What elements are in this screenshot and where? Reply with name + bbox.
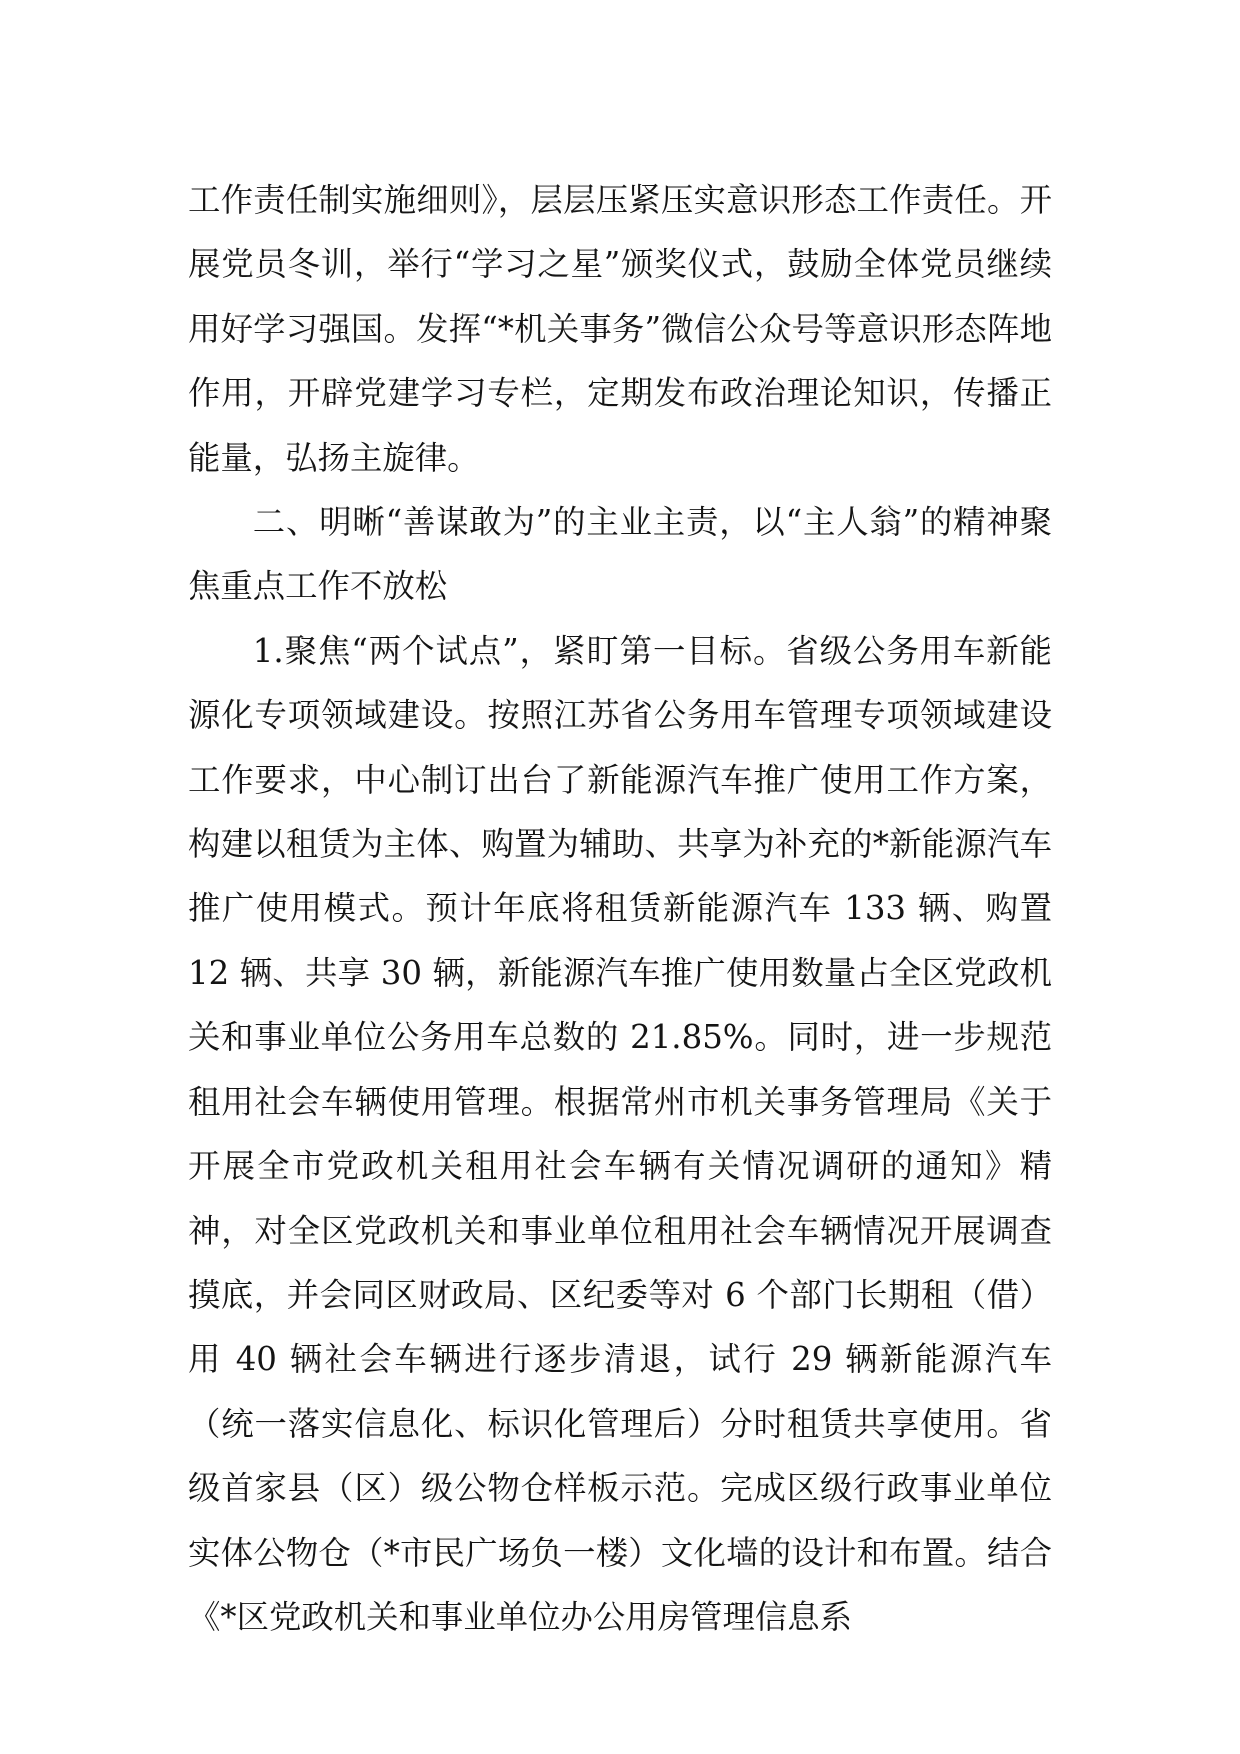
document-body (188, 168, 1052, 1649)
section-heading: 二、明晰“善谋敢为”的主业主责，以“主人翁”的精神聚焦重点工作不放松 (188, 503, 1052, 606)
paragraph-item-1: 1.聚焦“两个试点”，紧盯第一目标。省级公务用车新能源化专项领域建设。按照江苏省公务用车管理专项领域建设工作要求，中心制订出台了新能源汽车推广使用工作方案，构建以租赁为主体、购置为辅助、共享为补充的*新能源汽车推广使用模式。预计年底将租赁新能源汽车 133 辆、购置 12 辆、共享 30 辆，新能源汽车推广使用数量占全区党政机关和事业单位公务用车总数的 21.85%。同时，进一步规范租用社会车辆使用管理。根据常州市机关事务管理局《关于开展全市党政机关租用社会车辆有关情况调研的通知》精神，对全区党政机关和事业单位租用社会车辆情况开展调查摸底，并会同区财政局、区纪委等对 6 个部门长期租（借）用 40 辆社会车辆进行逐步清退，试行 29 辆新能源汽车（统一落实信息化、标识化管理后）分时租赁共享使用。省级首家县（区）级公物仓样板示范。完成区级行政事业单位实体公物仓（*市民广场负一楼）文化墙的设计和布置。结合《*区党政机关和事业单位办公用房管理信息系 (188, 631, 1052, 1636)
paragraph-continuation: 工作责任制实施细则》，层层压紧压实意识形态工作责任。开展党员冬训，举行“学习之星”颁奖仪式，鼓励全体党员继续用好学习强国。发挥“*机关事务”微信公众号等意识形态阵地作用，开辟党建学习专栏，定期发布政治理论知识，传播正能量，弘扬主旋律。 (188, 181, 1052, 477)
